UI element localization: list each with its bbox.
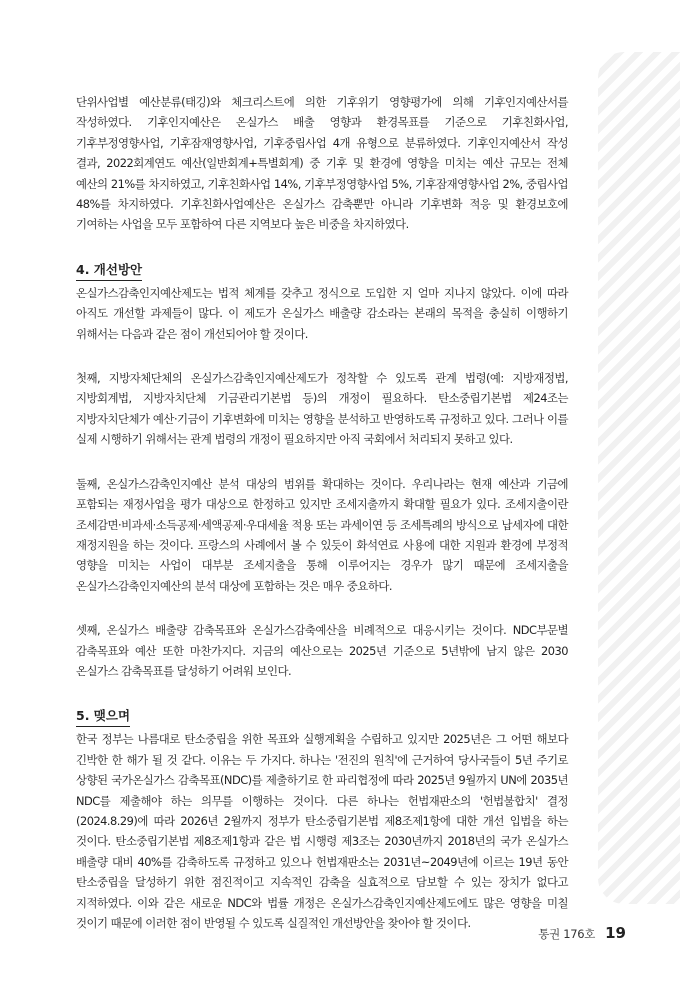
- decorative-stripe-panel: [598, 52, 680, 904]
- section-heading-conclusion: 5. 맺으며: [76, 706, 130, 727]
- page-footer: [538, 924, 626, 942]
- section-heading-improvements: 4. 개선방안: [76, 260, 142, 281]
- paragraph-first-point: 첫째, 지방자체단체의 온실가스감축인지예산제도가 정착할 수 있도록 관계 법령(예: 지방재정법, 지방회계법, 지방자치단체 기금관리기본법 등)의 개정이 필요하다. 탄소중립기본법 제24조는 지방자치단체가 예산·기금이 기후변화에 미치는 영향을 분석하고 반영하도록 규정하고 있다. 그러나 이를 실제 시행하기 위해서는 관계 법령의 개정이 필요하지만 아직 국회에서 처리되지 못하고 있다.: [76, 371, 568, 447]
- paragraph-conclusion: 한국 정부는 나름대로 탄소중립을 위한 목표와 실행계획을 수립하고 있지만 2025년은 그 어떤 해보다 긴박한 한 해가 될 것 같다. 이유는 두 가지다. 하나는 '전진의 원칙'에 근거하여 당사국들이 5년 주기로 상향된 국가온실가스 감축목표(NDC)를 제출하기로 한 파리협정에 따라 2025년 9월까지 UN에 2035년 NDC를 제출해야 하는 의무를 이행하는 것이다. 다른 하나는 헌법재판소의 '헌법불합치' 결정(2024.8.29)에 따라 2026년 2월까지 정부가 탄소중립기본법 제8조제1항에 대한 개선 입법을 하는 것이다. 탄소중립기본법 제8조제1항과 같은 법 시행령 제3조는 2030년까지 2018년의 국가 온실가스 배출량 대비 40%를 감축하도록 규정하고 있으나 헌법재판소는 2031년~2049년에 이르는 19년 동안 탄소중립을 달성하기 위한 점진적이고 지속적인 감축을 실효적으로 담보할 수 있는 장치가 없다고 지적하였다. 이와 같은 새로운 NDC와 법률 개정은 온실가스감축인지예산제도에도 많은 영향을 미칠 것이기 때문에 이러한 점이 반영될 수 있도록 실질적인 개선방안을 찾아야 할 것이다.: [76, 732, 568, 930]
- article-body: [76, 92, 568, 957]
- page-number: 19: [605, 924, 626, 942]
- paragraph-improvements-intro: 온실가스감축인지예산제도는 법적 체계를 갖추고 정식으로 도입한 지 얼마 지나지 않았다. 이에 따라 아직도 개선할 과제들이 많다. 이 제도가 온실가스 배출량 감소라는 본래의 목적을 충실히 이행하기 위해서는 다음과 같은 점이 개선되어야 할 것이다.: [76, 285, 568, 341]
- issue-number: 통권 176호: [538, 927, 596, 941]
- paragraph-budget-results: 단위사업별 예산분류(태깅)와 체크리스트에 의한 기후위기 영향평가에 의해 기후인지예산서를 작성하였다. 기후인지예산은 온실가스 배출 영향과 환경목표를 기준으로 기후친화사업, 기후부정영향사업, 기후잠재영향사업, 기후중립사업 4개 유형으로 분류하였다. 기후인지예산서 작성 결과, 2022회계연도 예산(일반회계+특별회계) 중 기후 및 환경에 영향을 미치는 예산 규모는 전체 예산의 21%를 차지하였고, 기후친화사업 14%, 기후부정영향사업 5%, 기후잠재영향사업 2%, 중립사업 48%를 차지하였다. 기후친화사업예산은 온실가스 감축뿐만 아니라 기후변화 적응 및 환경보호에 기여하는 사업을 모두 포함하여 다른 지역보다 높은 비중을 차지하였다.: [76, 95, 568, 232]
- paragraph-second-point: 둘째, 온실가스감축인지예산 분석 대상의 범위를 확대하는 것이다. 우리나라는 현재 예산과 기금에 포함되는 재정사업을 평가 대상으로 한정하고 있지만 조세지출까지 확대할 필요가 있다. 조세지출이란 조세감면·비과세·소득공제·세액공제·우대세율 적용 또는 과세이연 등 조세특례의 방식으로 납세자에 대한 재정지원을 하는 것이다. 프랑스의 사례에서 볼 수 있듯이 화석연료 사용에 대한 지원과 환경에 부정적 영향을 미치는 사업이 대부분 조세지출을 통해 이루어지는 경우가 많기 때문에 조세지출을 온실가스감축인지예산의 분석 대상에 포함하는 것은 매우 중요하다.: [76, 476, 568, 593]
- paragraph-third-point: 셋째, 온실가스 배출량 감축목표와 온실가스감축예산을 비례적으로 대응시키는 것이다. NDC부문별 감축목표와 예산 또한 마찬가지다. 지금의 예산으로는 2025년 기준으로 5년밖에 남지 않은 2030 온실가스 감축목표를 달성하기 어려워 보인다.: [76, 623, 568, 678]
